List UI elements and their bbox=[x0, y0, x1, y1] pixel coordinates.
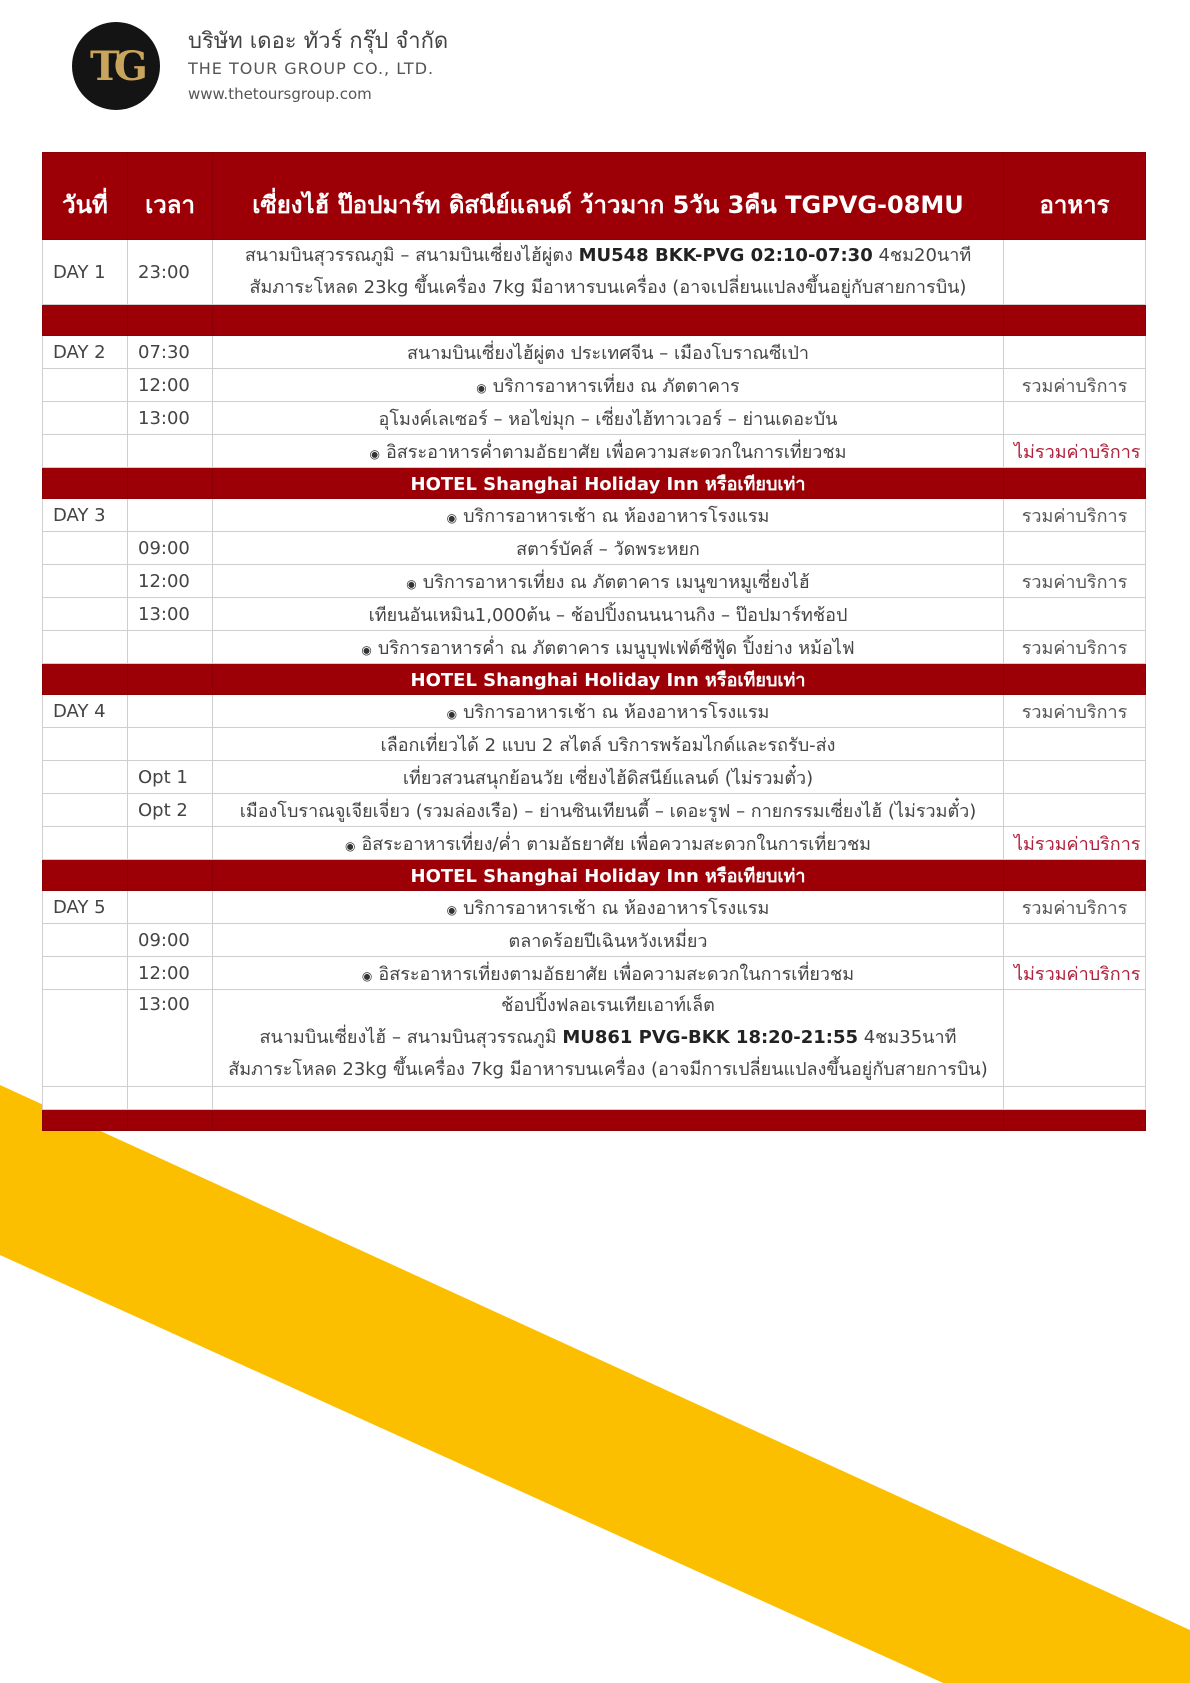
day-cell: DAY 5 bbox=[43, 891, 128, 924]
food-icon: ◉ bbox=[446, 706, 458, 721]
food-icon: ◉ bbox=[344, 838, 356, 853]
company-website[interactable]: www.thetoursgroup.com bbox=[188, 85, 372, 104]
program-cell: ◉ บริการอาหารค่ำ ณ ภัตตาคาร เมนูบุฟเฟ่ต์ซีฟู้ด ปิ้งย่าง หม้อไฟ bbox=[213, 631, 1004, 664]
food-icon: ◉ bbox=[361, 968, 373, 983]
food-icon: ◉ bbox=[476, 380, 487, 395]
program-cell: อุโมงค์เลเซอร์ – หอไข่มุก – เซี่ยงไฮ้ทาวเวอร์ – ย่านเดอะบัน bbox=[213, 402, 1004, 435]
program-cell: ◉ บริการอาหารเช้า ณ ห้องอาหารโรงแรม bbox=[213, 891, 1004, 924]
itinerary-table bbox=[42, 152, 1146, 1131]
flight-number: MU861 PVG-BKK 18:20-21:55 bbox=[562, 1027, 858, 1048]
baggage-note: สัมภาระโหลด 23kg ขึ้นเครื่อง 7kg มีอาหารบนเครื่อง (อาจมีการเปลี่ยนแปลงขึ้นอยู่กับสายการบิน) bbox=[228, 1059, 988, 1080]
program-cell: ◉ บริการอาหารเช้า ณ ห้องอาหารโรงแรม bbox=[213, 499, 1004, 532]
table-row bbox=[43, 369, 1146, 402]
time-cell: 13:00 bbox=[128, 598, 213, 631]
food-icon: ◉ bbox=[446, 902, 458, 917]
program-cell bbox=[213, 240, 1004, 305]
table-row bbox=[43, 499, 1146, 532]
food-icon: ◉ bbox=[446, 510, 458, 525]
meal-excluded: ไม่รวมค่าบริการ bbox=[1004, 957, 1146, 990]
program-cell: ตลาดร้อยปีเฉินหวังเหมี่ยว bbox=[213, 924, 1004, 957]
time-cell: 07:30 bbox=[128, 336, 213, 369]
table-row bbox=[43, 631, 1146, 664]
time-cell: 13:00 bbox=[128, 990, 213, 1087]
table-row bbox=[43, 891, 1146, 924]
table-row bbox=[43, 240, 1146, 305]
meal-cell bbox=[1004, 402, 1146, 435]
hotel-row bbox=[43, 860, 1146, 891]
time-cell: 13:00 bbox=[128, 402, 213, 435]
table-header-row bbox=[43, 153, 1146, 240]
company-logo bbox=[72, 22, 160, 110]
program-cell: เลือกเที่ยวได้ 2 แบบ 2 สไตล์ บริการพร้อมไกด์และรถรับ-ส่ง bbox=[213, 728, 1004, 761]
food-icon: ◉ bbox=[369, 446, 380, 461]
table-row bbox=[43, 924, 1146, 957]
company-header bbox=[72, 22, 448, 110]
hotel-row bbox=[43, 664, 1146, 695]
meal-excluded: ไม่รวมค่าบริการ bbox=[1004, 435, 1146, 468]
program-cell: ◉ บริการอาหารเที่ยง ณ ภัตตาคาร เมนูขาหมูเซี่ยงไฮ้ bbox=[213, 565, 1004, 598]
flight-line: สนามบินเซี่ยงไฮ้ – สนามบินสุวรรณภูมิ MU861 PVG-BKK 18:20-21:55 4ชม35นาที bbox=[259, 1027, 957, 1048]
program-cell: ◉ อิสระอาหารเที่ยง/ค่ำ ตามอัธยาศัย เพื่อความสะดวกในการเที่ยวชม bbox=[213, 827, 1004, 860]
separator-bar bbox=[43, 305, 1146, 336]
food-icon: ◉ bbox=[361, 642, 372, 657]
hotel-row bbox=[43, 468, 1146, 499]
day-cell: DAY 1 bbox=[43, 240, 128, 305]
table-row bbox=[43, 728, 1146, 761]
program-cell: เที่ยวสวนสนุกย้อนวัย เซี่ยงไฮ้ดิสนีย์แลนด์ (ไม่รวมตั๋ว) bbox=[213, 761, 1004, 794]
program-cell: สตาร์บัคส์ – วัดพระหยก bbox=[213, 532, 1004, 565]
table-row bbox=[43, 794, 1146, 827]
hotel-label: HOTEL Shanghai Holiday Inn หรือเทียบเท่า bbox=[213, 860, 1004, 891]
day-cell: DAY 4 bbox=[43, 695, 128, 728]
program-cell: สนามบินเซี่ยงไฮ้ผู่ตง ประเทศจีน – เมืองโบราณซีเป่า bbox=[213, 336, 1004, 369]
program-cell bbox=[213, 990, 1004, 1087]
table-row bbox=[43, 336, 1146, 369]
option-cell: Opt 2 bbox=[128, 794, 213, 827]
blank-row bbox=[43, 1087, 1146, 1110]
time-cell: 12:00 bbox=[128, 565, 213, 598]
table-row bbox=[43, 990, 1146, 1087]
program-cell: ◉ อิสระอาหารเที่ยงตามอัธยาศัย เพื่อความสะดวกในการเที่ยวชม bbox=[213, 957, 1004, 990]
meal-included: รวมค่าบริการ bbox=[1004, 891, 1146, 924]
header-meal: อาหาร bbox=[1004, 153, 1146, 240]
table-row bbox=[43, 695, 1146, 728]
table-row bbox=[43, 435, 1146, 468]
meal-cell bbox=[1004, 240, 1146, 305]
meal-included: รวมค่าบริการ bbox=[1004, 565, 1146, 598]
food-icon: ◉ bbox=[406, 576, 417, 591]
meal-included: รวมค่าบริการ bbox=[1004, 499, 1146, 532]
meal-excluded: ไม่รวมค่าบริการ bbox=[1004, 827, 1146, 860]
shopping-line: ช้อปปิ้งฟลอเรนเทียเอาท์เล็ต bbox=[501, 995, 715, 1016]
table-row bbox=[43, 957, 1146, 990]
table-row bbox=[43, 827, 1146, 860]
time-cell: 12:00 bbox=[128, 369, 213, 402]
logo-monogram: TG bbox=[90, 42, 142, 90]
program-cell: เมืองโบราณจูเจียเจี่ยว (รวมล่องเรือ) – ย่านซินเทียนตี้ – เดอะรูฟ – กายกรรมเซี่ยงไฮ้ (ไม่รวมตั๋ว) bbox=[213, 794, 1004, 827]
table-row bbox=[43, 402, 1146, 435]
option-cell: Opt 1 bbox=[128, 761, 213, 794]
day-cell: DAY 3 bbox=[43, 499, 128, 532]
flight-line: สนามบินสุวรรณภูมิ – สนามบินเซี่ยงไฮ้ผู่ตง MU548 BKK-PVG 02:10-07:30 4ชม20นาที bbox=[244, 245, 972, 266]
hotel-label: HOTEL Shanghai Holiday Inn หรือเทียบเท่า bbox=[213, 468, 1004, 499]
table-row bbox=[43, 598, 1146, 631]
flight-number: MU548 BKK-PVG 02:10-07:30 bbox=[578, 245, 873, 266]
header-day: วันที่ bbox=[43, 153, 128, 240]
meal-included: รวมค่าบริการ bbox=[1004, 369, 1146, 402]
day-cell: DAY 2 bbox=[43, 336, 128, 369]
baggage-note: สัมภาระโหลด 23kg ขึ้นเครื่อง 7kg มีอาหารบนเครื่อง (อาจเปลี่ยนแปลงขึ้นอยู่กับสายการบิน) bbox=[249, 277, 967, 298]
company-name-english: THE TOUR GROUP CO., LTD. bbox=[188, 59, 435, 79]
table-row bbox=[43, 761, 1146, 794]
table-row bbox=[43, 532, 1146, 565]
hotel-label: HOTEL Shanghai Holiday Inn หรือเทียบเท่า bbox=[213, 664, 1004, 695]
header-title: เซี่ยงไฮ้ ป๊อปมาร์ท ดิสนีย์แลนด์ ว้าวมาก 5วัน 3คืน TGPVG-08MU bbox=[213, 153, 1004, 240]
time-cell: 23:00 bbox=[128, 240, 213, 305]
program-cell: ◉ บริการอาหารเช้า ณ ห้องอาหารโรงแรม bbox=[213, 695, 1004, 728]
program-cell: เทียนอันเหมิน1,000ต้น – ช้อปปิ้งถนนนานกิง – ป๊อปมาร์ทช้อป bbox=[213, 598, 1004, 631]
meal-included: รวมค่าบริการ bbox=[1004, 695, 1146, 728]
table-row bbox=[43, 565, 1146, 598]
program-cell: ◉ บริการอาหารเที่ยง ณ ภัตตาคาร bbox=[213, 369, 1004, 402]
footer-bar bbox=[43, 1110, 1146, 1131]
meal-cell bbox=[1004, 336, 1146, 369]
header-time: เวลา bbox=[128, 153, 213, 240]
time-cell: 09:00 bbox=[128, 532, 213, 565]
meal-included: รวมค่าบริการ bbox=[1004, 631, 1146, 664]
program-cell: ◉ อิสระอาหารค่ำตามอัธยาศัย เพื่อความสะดวกในการเที่ยวชม bbox=[213, 435, 1004, 468]
time-cell: 12:00 bbox=[128, 957, 213, 990]
company-name-thai: บริษัท เดอะ ทัวร์ กรุ๊ป จำกัด bbox=[188, 28, 449, 54]
time-cell: 09:00 bbox=[128, 924, 213, 957]
company-info bbox=[188, 28, 448, 104]
